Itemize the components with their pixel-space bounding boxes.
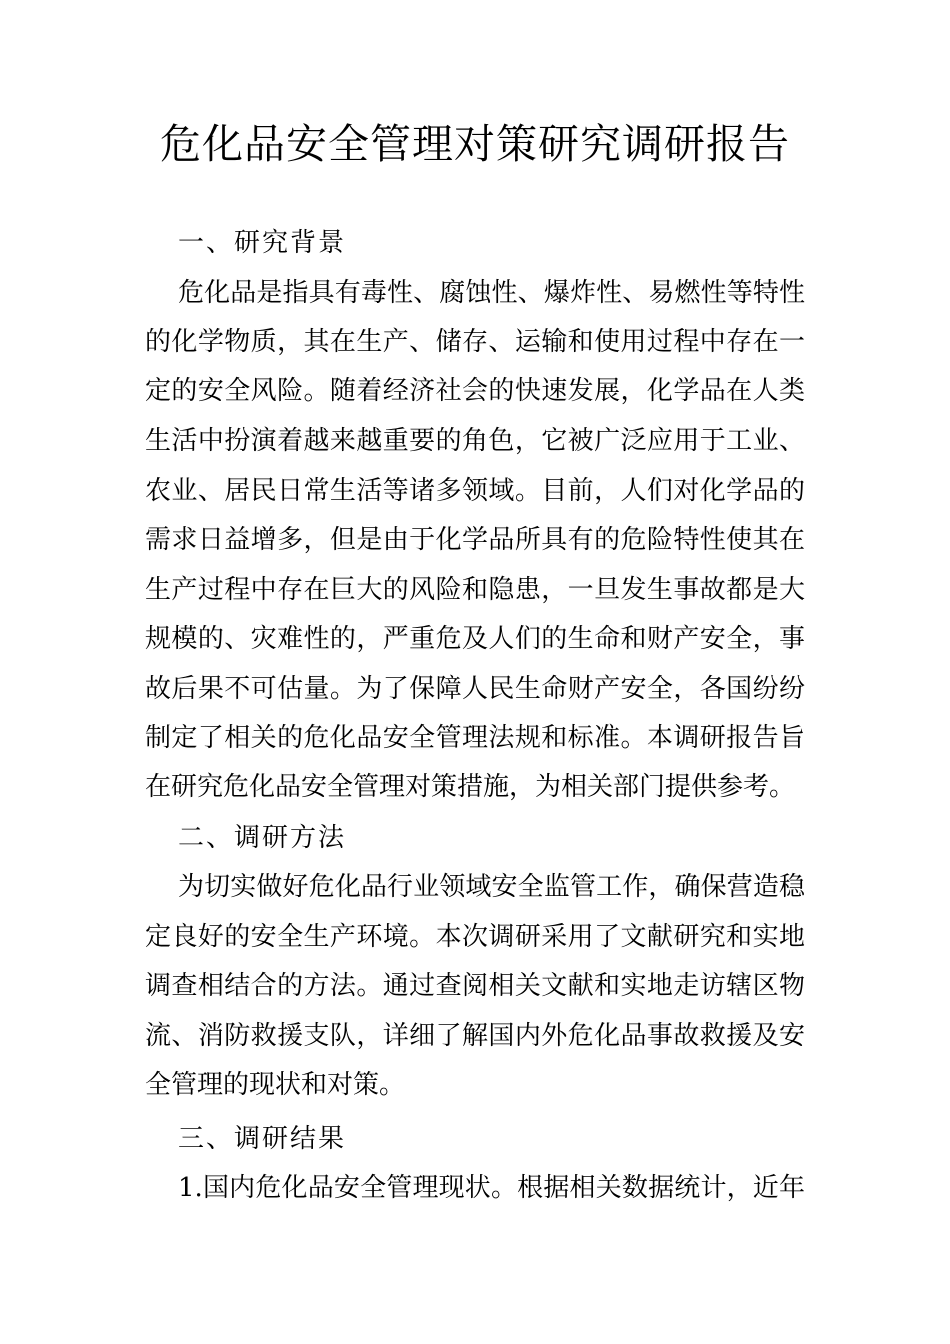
paragraph-line: 规模的、灾难性的，严重危及人们的生命和财产安全，事 [145,624,805,654]
paragraph-line: 流、消防救援支队，详细了解国内外危化品事故救援及安 [145,1021,805,1051]
section-heading-background: 一、研究背景 [178,228,347,258]
paragraph-line: 定的安全风险。随着经济社会的快速发展，化学品在人类 [145,376,805,406]
paragraph-line: 故后果不可估量。为了保障人民生命财产安全，各国纷纷 [145,674,805,704]
paragraph-line: 全管理的现状和对策。 [145,1070,406,1100]
paragraph-line: 1.国内危化品安全管理现状。根据相关数据统计，近年 [178,1173,805,1203]
paragraph-line: 定良好的安全生产环境。本次调研采用了文献研究和实地 [145,922,805,952]
paragraph-line: 为切实做好危化品行业领域安全监管工作，确保营造稳 [178,872,805,902]
paragraph-line: 危化品是指具有毒性、腐蚀性、爆炸性、易燃性等特性 [178,278,805,308]
section-heading-method: 二、调研方法 [178,823,347,853]
paragraph-line: 需求日益增多，但是由于化学品所具有的危险特性使其在 [145,525,805,555]
paragraph-line: 调查相结合的方法。通过查阅相关文献和实地走访辖区物 [145,971,805,1001]
paragraph-line: 的化学物质，其在生产、储存、运输和使用过程中存在一 [145,327,805,357]
section-heading-results: 三、调研结果 [178,1124,347,1154]
paragraph-line: 生活中扮演着越来越重要的角色，它被广泛应用于工业、 [145,426,805,456]
paragraph-line: 生产过程中存在巨大的风险和隐患，一旦发生事故都是大 [145,575,805,605]
paragraph-line: 农业、居民日常生活等诸多领域。目前，人们对化学品的 [145,476,805,506]
document-title: 危化品安全管理对策研究调研报告 [160,120,790,168]
paragraph-line: 在研究危化品安全管理对策措施，为相关部门提供参考。 [145,772,796,802]
paragraph-line: 制定了相关的危化品安全管理法规和标准。本调研报告旨 [145,723,805,753]
